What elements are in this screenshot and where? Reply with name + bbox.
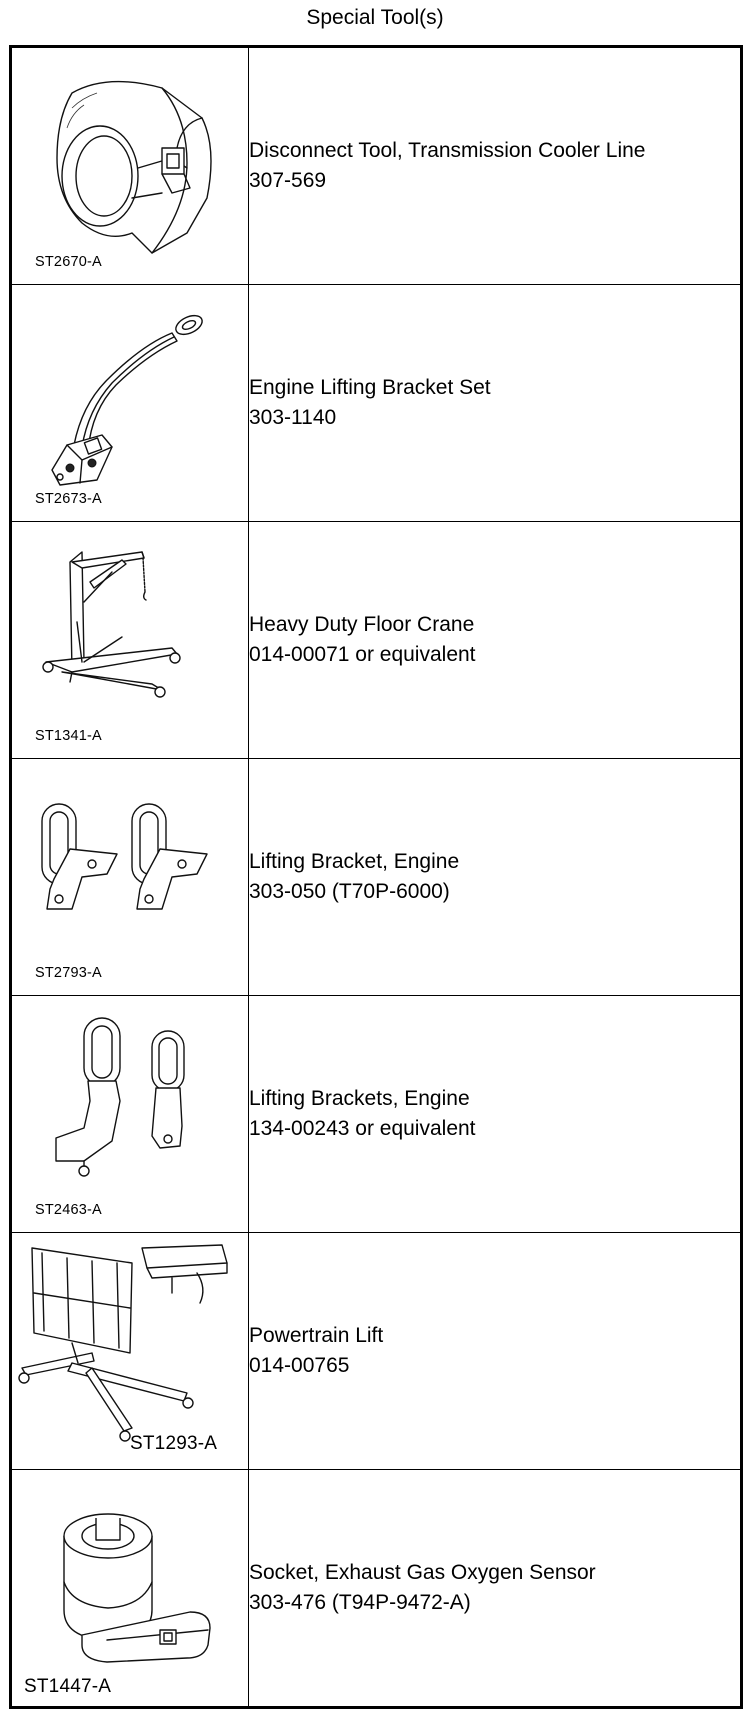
tool-illustration-cell (11, 47, 249, 285)
tool-code: ST2670-A (35, 254, 102, 270)
table-row (11, 1233, 742, 1470)
tool-illustration-cell (11, 522, 249, 759)
table-row (11, 47, 742, 285)
tool-number: 134-00243 or equivalent (249, 1117, 476, 1140)
tool-description (249, 47, 742, 285)
tool-description (249, 1233, 742, 1470)
tool-description (249, 996, 742, 1233)
tool-code: ST2793-A (35, 965, 102, 981)
tool-name: Heavy Duty Floor Crane (249, 613, 475, 636)
tool-name: Lifting Brackets, Engine (249, 1087, 470, 1110)
tool-number: 303-050 (T70P-6000) (249, 880, 450, 903)
special-tools-table (9, 45, 743, 1709)
page-title: Special Tool(s) (306, 6, 444, 29)
table-row (11, 522, 742, 759)
transmission-cooler-line-disconnect-tool-icon (12, 48, 248, 284)
table-row (11, 759, 742, 996)
engine-lifting-brackets-icon (12, 996, 248, 1232)
tool-number: 014-00071 or equivalent (249, 643, 476, 666)
tool-description (249, 759, 742, 996)
tool-name: Engine Lifting Bracket Set (249, 376, 491, 399)
engine-lifting-bracket-set-icon (12, 285, 248, 521)
tool-code: ST1293-A (130, 1433, 218, 1454)
tool-number: 307-569 (249, 169, 327, 192)
tool-number: 014-00765 (249, 1354, 350, 1377)
tool-illustration-cell (11, 759, 249, 996)
tool-name: Disconnect Tool, Transmission Cooler Line (249, 139, 646, 162)
table-row (11, 996, 742, 1233)
tool-name: Lifting Bracket, Engine (249, 850, 460, 873)
tool-illustration-cell (11, 285, 249, 522)
tool-illustration-cell (11, 1233, 249, 1470)
table-row (11, 285, 742, 522)
tool-code: ST2463-A (35, 1202, 102, 1218)
tool-code: ST2673-A (35, 491, 102, 507)
tool-code: ST1341-A (35, 728, 102, 744)
tool-description (249, 1470, 742, 1708)
tool-number: 303-1140 (249, 406, 337, 429)
tool-name: Powertrain Lift (249, 1324, 384, 1347)
exhaust-gas-oxygen-sensor-socket-icon (12, 1470, 248, 1706)
heavy-duty-floor-crane-icon (12, 522, 248, 758)
tool-number: 303-476 (T94P-9472-A) (249, 1591, 471, 1614)
table-row (11, 1470, 742, 1708)
tool-description (249, 522, 742, 759)
tool-description (249, 285, 742, 522)
tool-name: Socket, Exhaust Gas Oxygen Sensor (249, 1561, 596, 1584)
engine-lifting-bracket-icon (12, 759, 248, 995)
tool-code: ST1447-A (24, 1676, 112, 1697)
tool-illustration-cell (11, 996, 249, 1233)
tool-illustration-cell (11, 1470, 249, 1708)
